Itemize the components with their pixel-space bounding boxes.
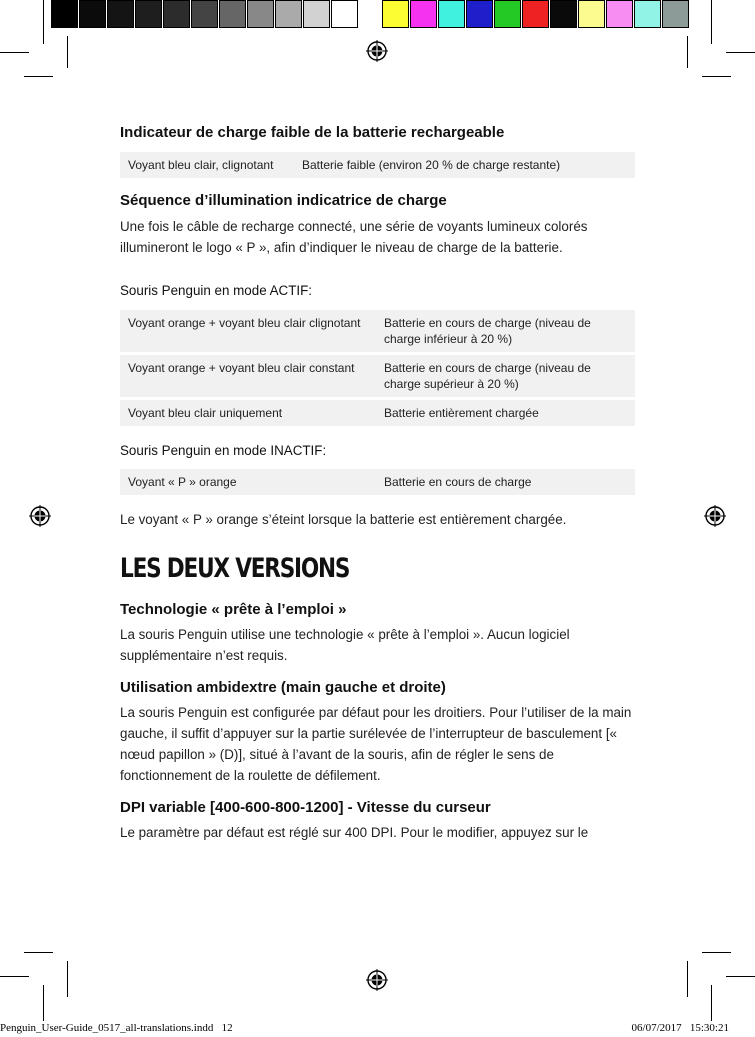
page-content bbox=[120, 118, 635, 843]
color-swatch bbox=[662, 0, 689, 28]
crop-mark bbox=[67, 36, 68, 68]
color-swatch bbox=[79, 0, 106, 28]
color-swatch bbox=[550, 0, 577, 28]
color-swatch bbox=[219, 0, 246, 28]
table-cell: Batterie en cours de charge (niveau de charge inférieur à 20 %) bbox=[376, 310, 635, 352]
table-cell: Voyant « P » orange bbox=[120, 469, 376, 495]
heading-dpi: DPI variable [400-600-800-1200] - Vitesse du curseur bbox=[120, 799, 491, 816]
slug-timestamp: 06/07/2017 15:30:21 bbox=[631, 1022, 729, 1034]
crop-mark bbox=[24, 952, 53, 953]
heading-ambidextrous: Utilisation ambidextre (main gauche et droite) bbox=[120, 679, 446, 696]
table-cell: Voyant orange + voyant bleu clair constant bbox=[120, 355, 376, 397]
heading-charge-sequence: Séquence d’illumination indicatrice de charge bbox=[120, 192, 447, 209]
charge-sequence-body: Une fois le câble de recharge connecté, une série de voyants lumineux colorés illumineront le logo « P », afin d’indiquer le niveau de charge de la batterie. bbox=[120, 219, 588, 255]
table-row bbox=[120, 355, 635, 397]
process-color-bar bbox=[382, 0, 690, 30]
crop-mark bbox=[43, 0, 44, 44]
section-title-versions: LES DEUX VERSIONS bbox=[120, 553, 350, 584]
registration-mark-icon bbox=[29, 505, 51, 527]
crop-mark bbox=[726, 52, 755, 53]
color-swatch bbox=[466, 0, 493, 28]
actif-table bbox=[120, 307, 635, 429]
ambidextrous-body: La souris Penguin est configurée par défaut pour les droitiers. Pour l’utiliser de la main gauche, il suffit d’appuyer sur la partie surélevée de l’interrupteur de basculement [« nœud papillon » (D)], situé à l’avant de la souris, afin de régler le sens de fonctionnement de la roulette de défilement. bbox=[120, 705, 632, 783]
table-cell: Voyant bleu clair uniquement bbox=[120, 400, 376, 426]
crop-mark bbox=[67, 961, 68, 997]
table-cell: Batterie entièrement chargée bbox=[376, 400, 635, 426]
color-swatch bbox=[275, 0, 302, 28]
inactif-label: Souris Penguin en mode INACTIF: bbox=[120, 443, 327, 458]
color-swatch bbox=[191, 0, 218, 28]
color-swatch bbox=[247, 0, 274, 28]
table-row bbox=[120, 310, 635, 352]
table-cell: Voyant bleu clair, clignotant bbox=[120, 152, 294, 178]
color-swatch bbox=[163, 0, 190, 28]
low-battery-table bbox=[120, 149, 635, 181]
registration-mark-icon bbox=[366, 969, 388, 991]
crop-mark bbox=[43, 985, 44, 1021]
color-swatch bbox=[522, 0, 549, 28]
plug-and-play-body: La souris Penguin utilise une technologie « prête à l’emploi ». Aucun logiciel supplémentaire n’est requis. bbox=[120, 627, 570, 663]
inactif-table bbox=[120, 466, 635, 498]
color-swatch bbox=[578, 0, 605, 28]
color-swatch bbox=[606, 0, 633, 28]
table-cell: Voyant orange + voyant bleu clair clignotant bbox=[120, 310, 376, 352]
heading-low-battery: Indicateur de charge faible de la batterie rechargeable bbox=[120, 124, 505, 141]
color-swatch bbox=[303, 0, 330, 28]
crop-mark bbox=[702, 952, 731, 953]
registration-mark-icon bbox=[704, 505, 726, 527]
crop-mark bbox=[702, 76, 731, 77]
crop-mark bbox=[24, 76, 53, 77]
color-swatch bbox=[331, 0, 358, 28]
dpi-body: Le paramètre par défaut est réglé sur 400 DPI. Pour le modifier, appuyez sur le bbox=[120, 825, 589, 840]
crop-mark bbox=[711, 985, 712, 1021]
slug-filename: Penguin_User-Guide_0517_all-translations.indd 12 bbox=[0, 1022, 233, 1034]
crop-mark bbox=[687, 961, 688, 997]
crop-mark bbox=[0, 976, 29, 977]
table-row bbox=[120, 400, 635, 426]
color-swatch bbox=[107, 0, 134, 28]
color-swatch bbox=[51, 0, 78, 28]
crop-mark bbox=[726, 976, 755, 977]
table-cell: Batterie faible (environ 20 % de charge restante) bbox=[294, 152, 635, 178]
charge-note: Le voyant « P » orange s’éteint lorsque la batterie est entièrement chargée. bbox=[120, 512, 567, 527]
color-swatch bbox=[438, 0, 465, 28]
table-row bbox=[120, 152, 635, 178]
table-cell: Batterie en cours de charge bbox=[376, 469, 635, 495]
crop-mark bbox=[711, 0, 712, 44]
table-cell: Batterie en cours de charge (niveau de charge supérieur à 20 %) bbox=[376, 355, 635, 397]
color-swatch bbox=[135, 0, 162, 28]
color-swatch bbox=[410, 0, 437, 28]
table-row bbox=[120, 469, 635, 495]
registration-mark-icon bbox=[366, 40, 388, 62]
grayscale-color-bar bbox=[51, 0, 359, 30]
color-swatch bbox=[382, 0, 409, 28]
color-swatch bbox=[634, 0, 661, 28]
crop-mark bbox=[0, 52, 29, 53]
actif-label: Souris Penguin en mode ACTIF: bbox=[120, 283, 313, 298]
heading-plug-and-play: Technologie « prête à l’emploi » bbox=[120, 601, 347, 618]
color-swatch bbox=[494, 0, 521, 28]
crop-mark bbox=[687, 36, 688, 68]
